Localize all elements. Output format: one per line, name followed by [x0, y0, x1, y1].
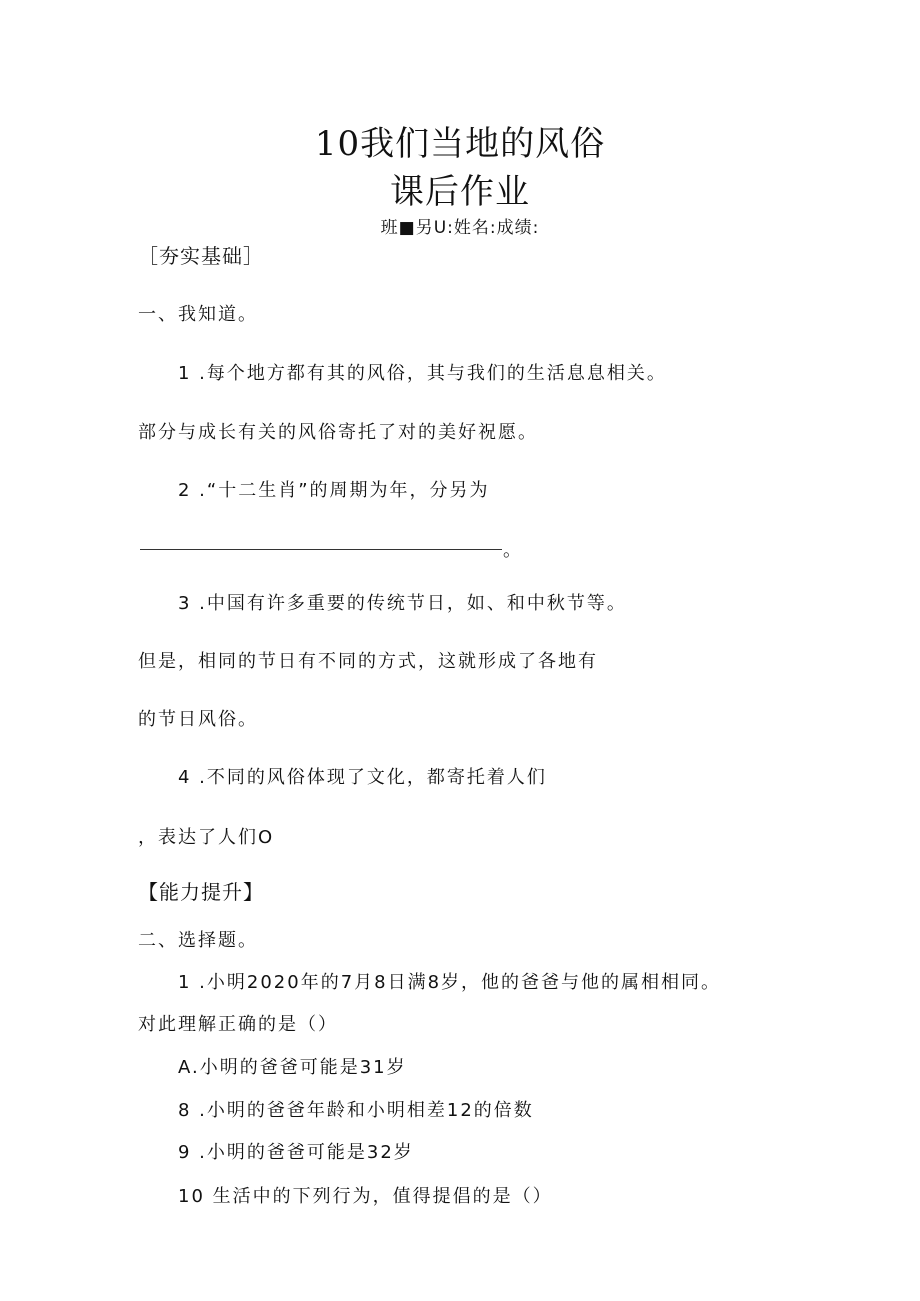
answer-blank-line — [140, 549, 502, 550]
question-3-line3: 的节日风俗。 — [138, 709, 258, 730]
option-8: 8 .小明的爸爸年龄和小明相差12的倍数 — [178, 1100, 534, 1121]
question-1-line2: 部分与成长有关的风俗寄托了对的美好祝愿。 — [138, 422, 538, 443]
question-2-line1: 2 .“十二生肖”的周期为年，分另为 — [178, 480, 490, 501]
page-title-line2: 课后作业 — [390, 172, 530, 212]
question-2-end-mark: 。 — [503, 540, 521, 561]
question-4-line2: ，表达了人们O — [138, 827, 275, 848]
choice-question-10: 10 生活中的下列行为，值得提倡的是（） — [178, 1186, 553, 1207]
part-two-title: 二、选择题。 — [138, 930, 258, 951]
section-heading-advanced: 【能力提升】 — [138, 880, 264, 904]
option-a: A.小明的爸爸可能是31岁 — [178, 1057, 407, 1078]
question-3-line2: 但是，相同的节日有不同的方式，这就形成了各地有 — [138, 651, 598, 672]
page-title-line1: 10我们当地的风俗 — [314, 124, 606, 164]
student-info-line: 班■另U:姓名:成绩: — [380, 218, 540, 238]
choice-question-1-line1: 1 .小明2020年的7月8日满8岁，他的爸爸与他的属相相同。 — [178, 972, 722, 993]
question-4-line1: 4 .不同的风俗体现了文化，都寄托着人们 — [178, 767, 547, 788]
option-9: 9 .小明的爸爸可能是32岁 — [178, 1142, 414, 1163]
part-one-title: 一、我知道。 — [138, 304, 258, 325]
section-heading-basics: ［夯实基础］ — [138, 244, 264, 268]
question-3-line1: 3 .中国有许多重要的传统节日，如、和中秋节等。 — [178, 593, 627, 614]
choice-question-1-line2: 对此理解正确的是（） — [138, 1014, 338, 1035]
question-1-line1: 1 .每个地方都有其的风俗，其与我们的生活息息相关。 — [178, 363, 667, 384]
